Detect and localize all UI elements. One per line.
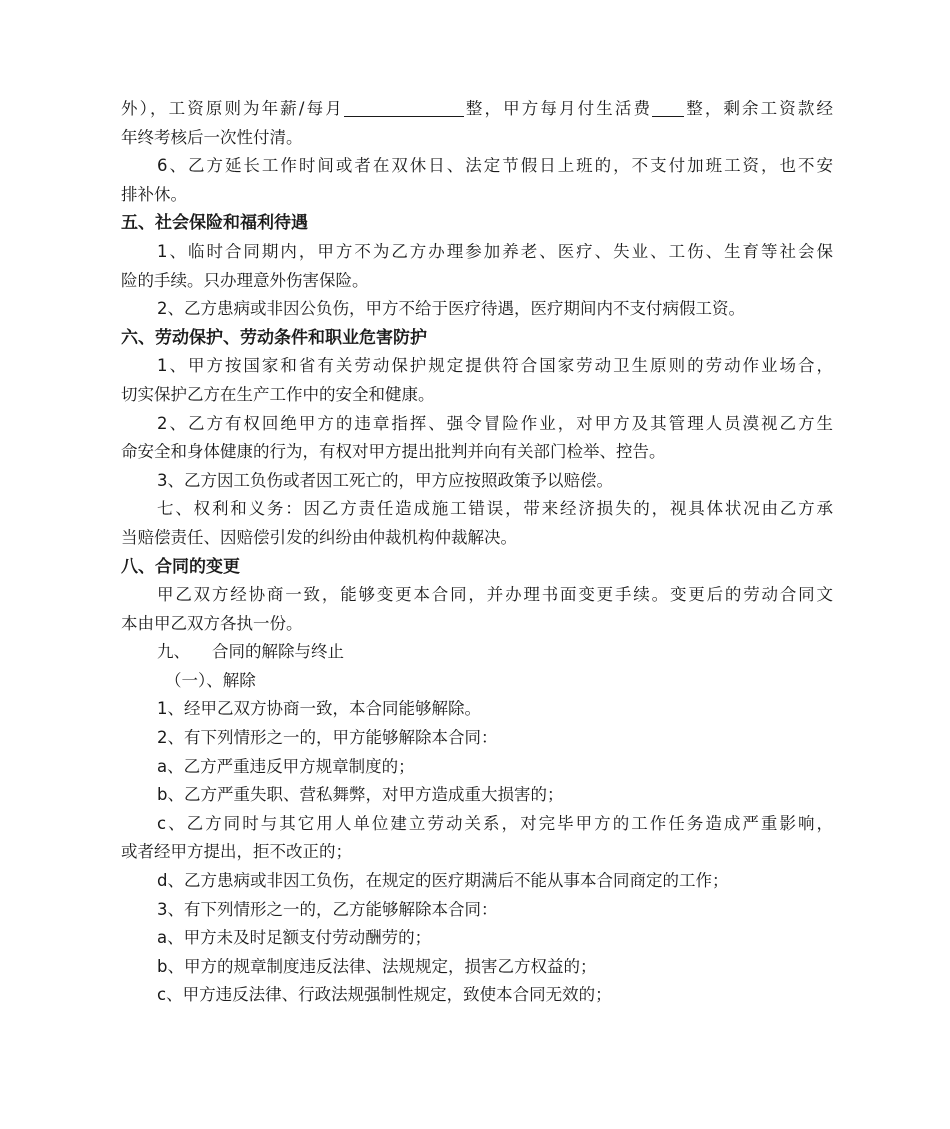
list-item: c、甲方违反法律、行政法规强制性规定，致使本合同无效的； <box>157 985 612 1005</box>
list-item: b、乙方严重失职、营私舞弊，对甲方造成重大损害的； <box>157 785 564 805</box>
section-heading: 八、合同的变更 <box>121 556 240 577</box>
paragraph-line: 当赔偿责任、因赔偿引发的纠纷由仲裁机构仲裁解决。 <box>121 527 517 547</box>
paragraph-line: 1、甲方按国家和省有关劳动保护规定提供符合国家劳动卫生原则的劳动作业场合， <box>157 356 833 376</box>
section-heading: 六、劳动保护、劳动条件和职业危害防护 <box>121 327 427 348</box>
paragraph-line: 或者经甲方提出，拒不改正的； <box>121 842 352 862</box>
subsection-heading: （一）、解除 <box>165 670 256 690</box>
list-item: 1、经甲乙双方协商一致，本合同能够解除。 <box>157 699 481 719</box>
paragraph-line <box>121 95 833 124</box>
paragraph-line: 命安全和身体健康的行为，有权对甲方提出批判并向有关部门检举、控告。 <box>121 442 666 462</box>
fill-in-blank-salary <box>344 98 464 117</box>
paragraph-line: 2、乙方患病或非因公负伤，甲方不给于医疗待遇，医疗期间内不支付病假工资。 <box>157 299 745 319</box>
list-item: c、乙方同时与其它用人单位建立劳动关系，对完毕甲方的工作任务造成严重影响， <box>157 813 833 833</box>
paragraph-line: 险的手续。只办理意外伤害保险。 <box>121 270 369 290</box>
text-segment: 整，剩余工资款经 <box>684 99 833 118</box>
paragraph-line: 切实保护乙方在生产工作中的安全和健康。 <box>121 384 435 404</box>
list-item: 2、有下列情形之一的，甲方能够解除本合同： <box>157 728 498 748</box>
list-item: a、乙方严重违反甲方规章制度的； <box>157 756 415 776</box>
list-item: b、甲方的规章制度违反法律、法规规定，损害乙方权益的； <box>157 956 597 976</box>
section-heading: 五、社会保险和福利待遇 <box>121 213 308 234</box>
text-segment: 整，甲方每月付生活费 <box>463 99 653 118</box>
list-item: a、甲方未及时足额支付劳动酬劳的； <box>157 928 432 948</box>
paragraph-line: 年终考核后一次性付清。 <box>121 127 303 147</box>
paragraph-line: 本由甲乙双方各执一份。 <box>121 613 303 633</box>
list-item: 3、有下列情形之一的，乙方能够解除本合同： <box>157 899 498 919</box>
paragraph-line: 2、乙方有权回绝甲方的违章指挥、强令冒险作业，对甲方及其管理人员漠视乙方生 <box>157 413 833 433</box>
list-item: d、乙方患病或非因工负伤，在规定的医疗期满后不能从事本合同商定的工作； <box>157 871 729 891</box>
paragraph-line: 1、临时合同期内，甲方不为乙方办理参加养老、医疗、失业、工伤、生育等社会保 <box>157 241 833 261</box>
paragraph-line: 排补休。 <box>121 184 187 204</box>
paragraph-line: 3、乙方因工负伤或者因工死亡的，甲方应按照政策予以赔偿。 <box>157 470 613 490</box>
document-body <box>121 95 833 1010</box>
fill-in-blank-living-cost <box>652 98 684 117</box>
section-number: 九、 <box>157 642 190 662</box>
paragraph-line: 甲乙双方经协商一致，能够变更本合同，并办理书面变更手续。变更后的劳动合同文 <box>157 585 833 605</box>
section-title: 合同的解除与终止 <box>212 642 344 662</box>
section-heading-plain <box>121 638 833 667</box>
text-segment: 外），工资原则为年薪/每月 <box>121 99 344 118</box>
paragraph-line: 6、乙方延长工作时间或者在双休日、法定节假日上班的，不支付加班工资，也不安 <box>157 156 833 176</box>
paragraph-line: 七、权利和义务：因乙方责任造成施工错误，带来经济损失的，视具体状况由乙方承 <box>157 499 833 519</box>
